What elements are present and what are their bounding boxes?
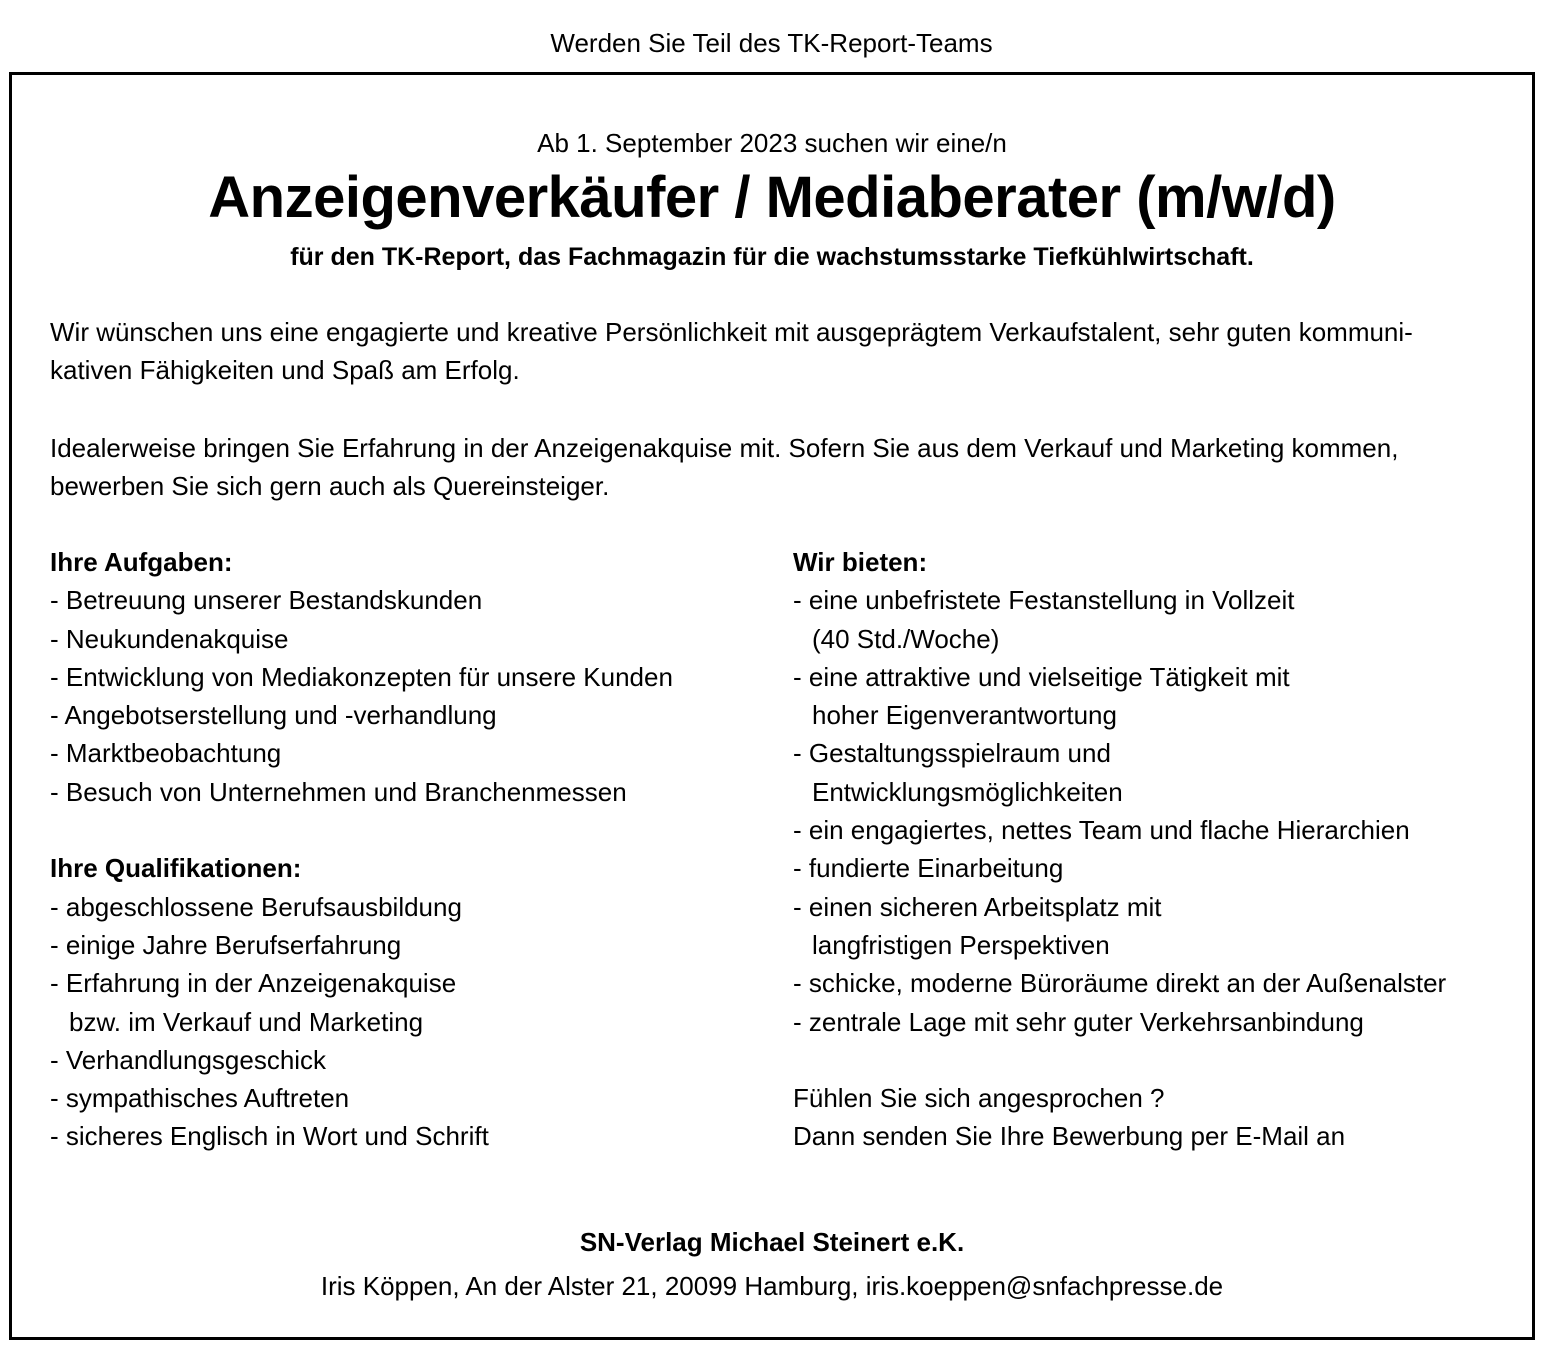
offer-heading: Wir bieten:	[793, 547, 928, 577]
right-column	[793, 543, 1523, 1156]
qualification-item-continuation: bzw. im Verkauf und Marketing	[69, 1006, 424, 1037]
task-item: - Betreuung unserer Bestandskunden	[50, 585, 483, 616]
qualification-item: - sympathisches Auftreten	[50, 1083, 350, 1114]
qualification-item: - Verhandlungsgeschick	[50, 1044, 327, 1075]
paragraph-line: Wir wünschen uns eine engagierte und kreative Persönlichkeit mit ausgeprägtem Verkaufstalent, sehr guten kommuni-	[50, 317, 1413, 347]
offer-item: - eine unbefristete Festanstellung in Vollzeit	[793, 585, 1295, 616]
intro-line: Ab 1. September 2023 suchen wir eine/n	[537, 128, 1007, 158]
candidate-profile-paragraph	[50, 313, 1500, 389]
magazine-subline: für den TK-Report, das Fachmagazin für die wachstumsstarke Tiefkühlwirtschaft.	[290, 243, 1254, 271]
offer-item: - schicke, moderne Büroräume direkt an der Außenalster	[793, 968, 1447, 999]
task-item: - Entwicklung von Mediakonzepten für unsere Kunden	[50, 661, 673, 692]
job-title-headline: Anzeigenverkäufer / Mediaberater (m/w/d)	[208, 165, 1336, 230]
offer-item: - fundierte Einarbeitung	[793, 853, 1064, 884]
spacer	[50, 811, 770, 849]
offer-item-continuation: langfristigen Perspektiven	[812, 929, 1110, 960]
offer-item: - zentrale Lage mit sehr guter Verkehrsanbindung	[793, 1006, 1364, 1037]
task-item: - Marktbeobachtung	[50, 738, 282, 769]
offer-item: - einen sicheren Arbeitsplatz mit	[793, 891, 1162, 922]
offer-item-continuation: Entwicklungsmöglichkeiten	[812, 776, 1123, 807]
offer-item: - ein engagiertes, nettes Team und flache Hierarchien	[793, 815, 1410, 846]
qualification-item: - abgeschlossene Berufsausbildung	[50, 891, 462, 922]
job-ad-frame	[9, 72, 1535, 1340]
task-item: - Neukundenakquise	[50, 623, 289, 654]
publisher-name: SN-Verlag Michael Steinert e.K.	[579, 1227, 965, 1257]
tasks-heading: Ihre Aufgaben:	[50, 547, 233, 577]
qualification-item: - Erfahrung in der Anzeigenakquise	[50, 968, 457, 999]
call-to-action-line: Dann senden Sie Ihre Bewerbung per E-Mail an	[793, 1121, 1346, 1152]
call-to-action-line: Fühlen Sie sich angesprochen ?	[793, 1083, 1165, 1114]
offer-item-continuation: (40 Std./Woche)	[812, 623, 1000, 654]
contact-line: Iris Köppen, An der Alster 21, 20099 Hamburg, iris.koeppen@snfachpresse.de	[320, 1271, 1224, 1301]
paragraph-line: kativen Fähigkeiten und Spaß am Erfolg.	[50, 355, 520, 385]
qualifications-heading: Ihre Qualifikationen:	[50, 853, 302, 884]
offer-item-continuation: hoher Eigenverantwortung	[812, 700, 1117, 731]
left-column	[50, 543, 770, 1156]
experience-paragraph	[50, 429, 1500, 505]
offer-item: - eine attraktive und vielseitige Tätigkeit mit	[793, 661, 1290, 692]
qualification-item: - sicheres Englisch in Wort und Schrift	[50, 1121, 489, 1152]
task-item: - Angebotserstellung und -verhandlung	[50, 700, 497, 731]
task-item: - Besuch von Unternehmen und Branchenmessen	[50, 776, 627, 807]
top-caption: Werden Sie Teil des TK-Report-Teams	[550, 28, 993, 58]
qualification-item: - einige Jahre Berufserfahrung	[50, 929, 402, 960]
spacer	[793, 1041, 1523, 1079]
paragraph-line: Idealerweise bringen Sie Erfahrung in der Anzeigenakquise mit. Sofern Sie aus dem Verkauf und Marketing kommen,	[50, 433, 1399, 463]
offer-item: - Gestaltungsspielraum und	[793, 738, 1111, 769]
paragraph-line: bewerben Sie sich gern auch als Quereinsteiger.	[50, 471, 610, 501]
